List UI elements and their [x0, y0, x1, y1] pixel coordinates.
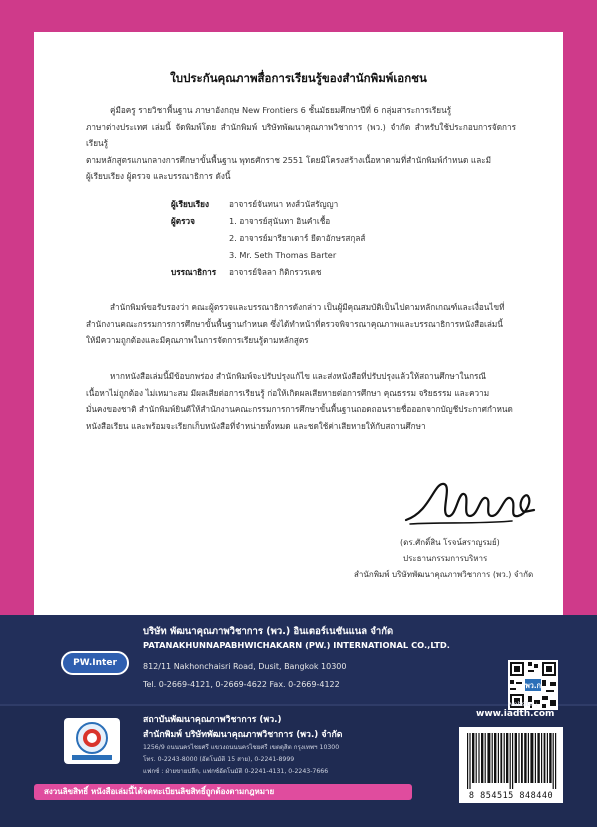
handwritten-signature: [400, 472, 540, 534]
publisher-phone: โทร. 0-2243-8000 (อัตโนมัติ 15 สาย), 0-2241-8999: [143, 756, 295, 763]
website-link[interactable]: www.iadth.com: [476, 709, 555, 719]
credit-role: [171, 230, 229, 247]
paragraph-line: สำนักงานคณะกรรมการการศึกษาขั้นพื้นฐานกำหนด ซึ่งได้ทำหน้าที่ตรวจพิจารณาคุณภาพและบรรณาธิการหนังสือเล่มนี้: [86, 318, 503, 329]
paragraph-line: มั่นคงของชาติ สำนักพิมพ์ยินดีให้สำนักงานคณะกรรมการการศึกษาขั้นพื้นฐานถอดถอนรายชื่อออกจากบัญชีประกาศกำหนด: [86, 404, 513, 414]
credit-role: ผู้เรียบเรียง: [171, 199, 209, 209]
barcode-bars: [459, 727, 563, 789]
credit-row: [171, 264, 365, 281]
paragraph-line: ภาษาต่างประเทศ เล่มนี้ จัดพิมพ์โดย สำนักพิมพ์ บริษัทพัฒนาคุณภาพวิชาการ (พว.) จำกัด สำหรับใช้ประกอบการจัดการเรียนรู้: [86, 121, 516, 148]
credit-role: บรรณาธิการ: [171, 267, 217, 277]
website-label: website :: [508, 700, 538, 708]
certificate-page: [34, 32, 563, 688]
certification-paragraph: [86, 299, 516, 349]
credit-name: 3. Mr. Seth Thomas Barter: [229, 250, 337, 260]
signer-position: ประธานกรรมการบริหาร: [403, 554, 488, 563]
signer-organization: สำนักพิมพ์ บริษัทพัฒนาคุณภาพวิชาการ (พว.) จำกัด: [354, 570, 534, 579]
credit-name: 2. อาจารย์มารียาเดาร์ ยีดาอักษรสกุลส์: [229, 233, 366, 243]
company-phone: Tel. 0-2669-4121, 0-2669-4622 Fax. 0-2669-4122: [143, 680, 340, 689]
warranty-paragraph: [86, 368, 516, 434]
publisher-fax: แฟกซ์ : ฝ่ายขายปลีก, แฟกซ์อัตโนมัติ 0-2241-4131, 0-2243-7666: [143, 768, 329, 775]
isbn-barcode: [459, 727, 563, 803]
credit-name: อาจารย์จันทนา หงส์วนัสรัญญา: [229, 199, 339, 209]
credit-row: [171, 230, 365, 247]
company-name-thai: บริษัท พัฒนาคุณภาพวิชาการ (พว.) อินเตอร์เนชันแนล จำกัด: [143, 626, 394, 637]
company-name-english: PATANAKHUNNAPABHWICHAKARN (PW.) INTERNATIONAL CO.,LTD.: [143, 640, 450, 650]
institute-name: สถาบันพัฒนาคุณภาพวิชาการ (พว.): [143, 715, 282, 725]
institute-seal-icon: [64, 718, 120, 764]
credit-row: [171, 247, 365, 264]
copyright-banner: สงวนลิขสิทธิ์ หนังสือเล่มนี้ได้จดทะเบียนลิขสิทธิ์ถูกต้องตามกฎหมาย: [34, 784, 412, 800]
pw-inter-logo: PW.Inter: [61, 651, 129, 675]
credit-role: ผู้ตรวจ: [171, 216, 195, 226]
credit-name: อาจารย์จิลลา กิติกรวรเดช: [229, 267, 322, 277]
publisher-name: สำนักพิมพ์ บริษัทพัฒนาคุณภาพวิชาการ (พว.) จำกัด: [143, 730, 343, 740]
paragraph-line: เนื้อหาไม่ถูกต้อง ไม่เหมาะสม มีผลเสียต่อการเรียนรู้ ก่อให้เกิดผลเสียหายต่อการศึกษา คุณธรรม จริยธรรม และความ: [86, 387, 490, 398]
paragraph-line: สำนักพิมพ์ขอรับรองว่า คณะผู้ตรวจและบรรณาธิการดังกล่าว เป็นผู้มีคุณสมบัติเป็นไปตามหลักเกณฑ์และเงื่อนไขที่: [110, 302, 505, 312]
paragraph-line: ให้มีความถูกต้องและมีคุณภาพในการจัดการเรียนรู้ตามหลักสูตร: [86, 335, 309, 345]
credits-list: [171, 196, 365, 281]
qr-badge-label: พว.ก: [525, 681, 541, 690]
paragraph-line: หากหนังสือเล่มนี้มีข้อบกพร่อง สำนักพิมพ์จะปรับปรุงแก้ไข และส่งหนังสือที่ปรับปรุงแล้วให้สถานศึกษาในกรณี: [110, 371, 487, 381]
signer-name: (ดร.ศักดิ์สิน โรจน์สราญรมย์): [400, 538, 500, 547]
isbn-number: 8 854515 848440: [468, 791, 554, 801]
intro-paragraph: [86, 102, 516, 185]
credit-role: [171, 247, 229, 264]
paragraph-line: ผู้เรียบเรียง ผู้ตรวจ และบรรณาธิการ ดังนี้: [86, 171, 231, 181]
paragraph-line: คู่มือครู รายวิชาพื้นฐาน ภาษาอังกฤษ New Frontiers 6 ชั้นมัธยมศึกษาปีที่ 6 กลุ่มสาระการเรียนรู้: [110, 105, 452, 115]
credit-row: [171, 196, 365, 213]
company-address: 812/11 Nakhonchaisri Road, Dusit, Bangkok 10300: [143, 662, 347, 671]
paragraph-line: ตามหลักสูตรแกนกลางการศึกษาขั้นพื้นฐาน พุทธศักราช 2551 โดยมีโครงสร้างเนื้อหาตามที่สำนักพิมพ์กำหนด และมี: [86, 154, 492, 165]
paragraph-line: หนังสือเรียน และพร้อมจะเรียกเก็บหนังสือที่จำหน่ายทั้งหมด และชดใช้ค่าเสียหายให้กับสถานศึกษา: [86, 420, 426, 431]
credit-row: [171, 213, 365, 230]
document-title: ใบประกันคุณภาพสื่อการเรียนรู้ของสำนักพิมพ์เอกชน: [170, 71, 427, 85]
credit-name: 1. อาจารย์สุนันทา อินคำเชื้อ: [229, 216, 331, 226]
publisher-address: 1256/9 ถนนนครไชยศรี แขวงถนนนครไชยศรี เขตดุสิต กรุงเทพฯ 10300: [143, 744, 340, 751]
